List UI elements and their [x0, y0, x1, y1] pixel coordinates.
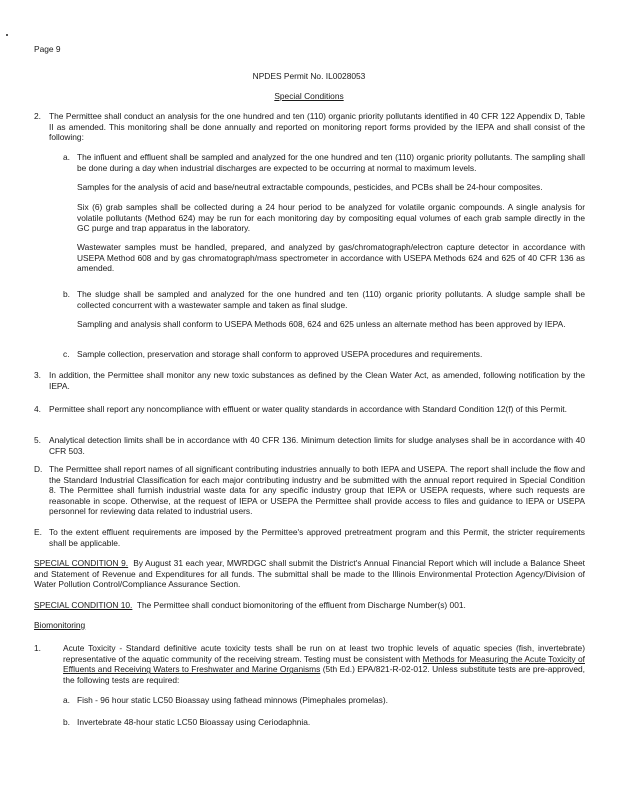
page-number: Page 9	[34, 44, 61, 54]
item-2b-p2: Sampling and analysis shall conform to USEPA Methods 608, 624 and 625 unless an alternate method has been approved by IEPA.	[77, 319, 566, 329]
bio-item-1b-label: b.	[63, 717, 70, 727]
permit-number: NPDES Permit No. IL0028053	[252, 71, 366, 81]
biomonitoring-heading: Biomonitoring	[34, 620, 86, 630]
item-2b-p1: The sludge shall be sampled and analyzed for the one hundred and ten (110) organic priority pollutants. A sludge sample shall be collected concurrent with a wastewater sample and taken as final sludge.	[77, 289, 585, 310]
item-2a-p4: Wastewater samples must be handled, prepared, and analyzed by gas/chromatograph/electron capture detector in accordance with USEPA Method 608 and by gas chromatograph/mass spectrometer in accordance with USEPA Methods 624 and 625 of 40 CFR 136 as amended.	[77, 242, 585, 274]
item-7-text: To the extent effluent requirements are imposed by the Permittee's approved pretreatment program and this Permit, the stricter requirements shall be applicable.	[49, 527, 585, 548]
section-title: Special Conditions	[274, 91, 344, 101]
special-condition-9	[34, 558, 585, 590]
special-condition-10	[34, 600, 585, 611]
item-6-number: D.	[34, 464, 43, 474]
special-condition-10-text: The Permittee shall conduct biomonitoring of the effluent from Discharge Number(s) 001.	[136, 600, 466, 610]
special-condition-10-label: SPECIAL CONDITION 10.	[34, 600, 133, 610]
item-4-number: 4.	[34, 404, 41, 414]
item-3-number: 3.	[34, 370, 41, 380]
item-2a-label: a.	[63, 152, 70, 162]
item-2a-p2: Samples for the analysis of acid and base/neutral extractable compounds, pesticides, and PCBs shall be 24-hour composites.	[77, 182, 543, 192]
item-2a-p1: The influent and effluent shall be sampled and analyzed for the one hundred and ten (110) organic priority pollutants. The sampling shall be done during a day when industrial discharges are expected to be occurring at normal to maximum levels.	[77, 152, 585, 173]
item-3-text: In addition, the Permittee shall monitor any new toxic substances as defined by the Clean Water Act, as amended, following notification by the IEPA.	[49, 370, 585, 391]
bio-item-1-ref: Methods for Measuring the Acute Toxicity of Effluents and Receiving Waters to Freshwater and Marine Organisms	[63, 653, 585, 675]
item-2-text: The Permittee shall conduct an analysis for the one hundred and ten (110) organic priority pollutants identified in 40 CFR 122 Appendix D, Table II as amended. This monitoring shall be done annually and reported on monitoring report forms provided by the IEPA and shall consist of the following:	[49, 111, 585, 143]
item-2c-label: c.	[63, 349, 70, 359]
item-2b-label: b.	[63, 289, 70, 299]
scan-speck	[6, 34, 8, 36]
bio-item-1a-text: Fish - 96 hour static LC50 Bioassay using fathead minnows (Pimephales promelas).	[77, 695, 388, 705]
item-5-number: 5.	[34, 435, 41, 445]
item-7-number: E.	[34, 527, 42, 537]
bio-item-1-tail: (5th Ed.) EPA/821-R-02-012. Unless substitute tests are pre-approved, the following tests are required:	[63, 664, 585, 685]
bio-item-1b-text: Invertebrate 48-hour static LC50 Bioassay using Ceriodaphnia.	[77, 717, 311, 727]
bio-item-1a-label: a.	[63, 695, 70, 705]
special-condition-9-text: By August 31 each year, MWRDGC shall submit the District's Annual Financial Report which will include a Balance Sheet and Statement of Revenue and Expenditures for all funds. The submittal shall be made to the Illinois Environmental Protection Agency/Division of Water Pollution Control/Compliance Assurance Section.	[34, 558, 585, 590]
item-2-number: 2.	[34, 111, 41, 121]
item-4-text: Permittee shall report any noncompliance with effluent or water quality standards in accordance with Standard Condition 12(f) of this Permit.	[49, 404, 567, 414]
bio-item-1-lead: Acute Toxicity - Standard definitive acute toxicity tests shall be run on at least two trophic levels of aquatic species (fish, invertebrate) representative of the aquatic community of the receiving stream. Testing must be consistent with	[63, 643, 585, 664]
bio-item-1-text	[63, 643, 585, 685]
bio-item-1-number: 1.	[34, 643, 41, 653]
item-2a-p3: Six (6) grab samples shall be collected during a 24 hour period to be analyzed for volatile organic compounds. A single analysis for volatile pollutants (Method 624) may be run for each monitoring day by compositing equal volumes of each grab sample directly in the GC purge and trap apparatus in the laboratory.	[77, 202, 585, 234]
item-5-text: Analytical detection limits shall be in accordance with 40 CFR 136. Minimum detection limits for sludge analyses shall be in accordance with 40 CFR 503.	[49, 435, 585, 456]
item-2c-p1: Sample collection, preservation and storage shall conform to approved USEPA procedures and requirements.	[77, 349, 483, 359]
special-condition-9-label: SPECIAL CONDITION 9.	[34, 558, 129, 568]
item-6-text: The Permittee shall report names of all significant contributing industries annually to both IEPA and USEPA. The report shall include the flow and the Standard Industrial Classification for each major contributing industry and be submitted with the annual report required in Special Condition 8. The Permittee shall furnish industrial waste data for any specific industry group that IEPA or USEPA requests, where such requests are reasonable in scope. Otherwise, at the request of IEPA or USEPA the Permittee shall provide access to files and guidance to IEPA or USEPA personnel for reviewing data related to industrial users.	[49, 464, 585, 517]
